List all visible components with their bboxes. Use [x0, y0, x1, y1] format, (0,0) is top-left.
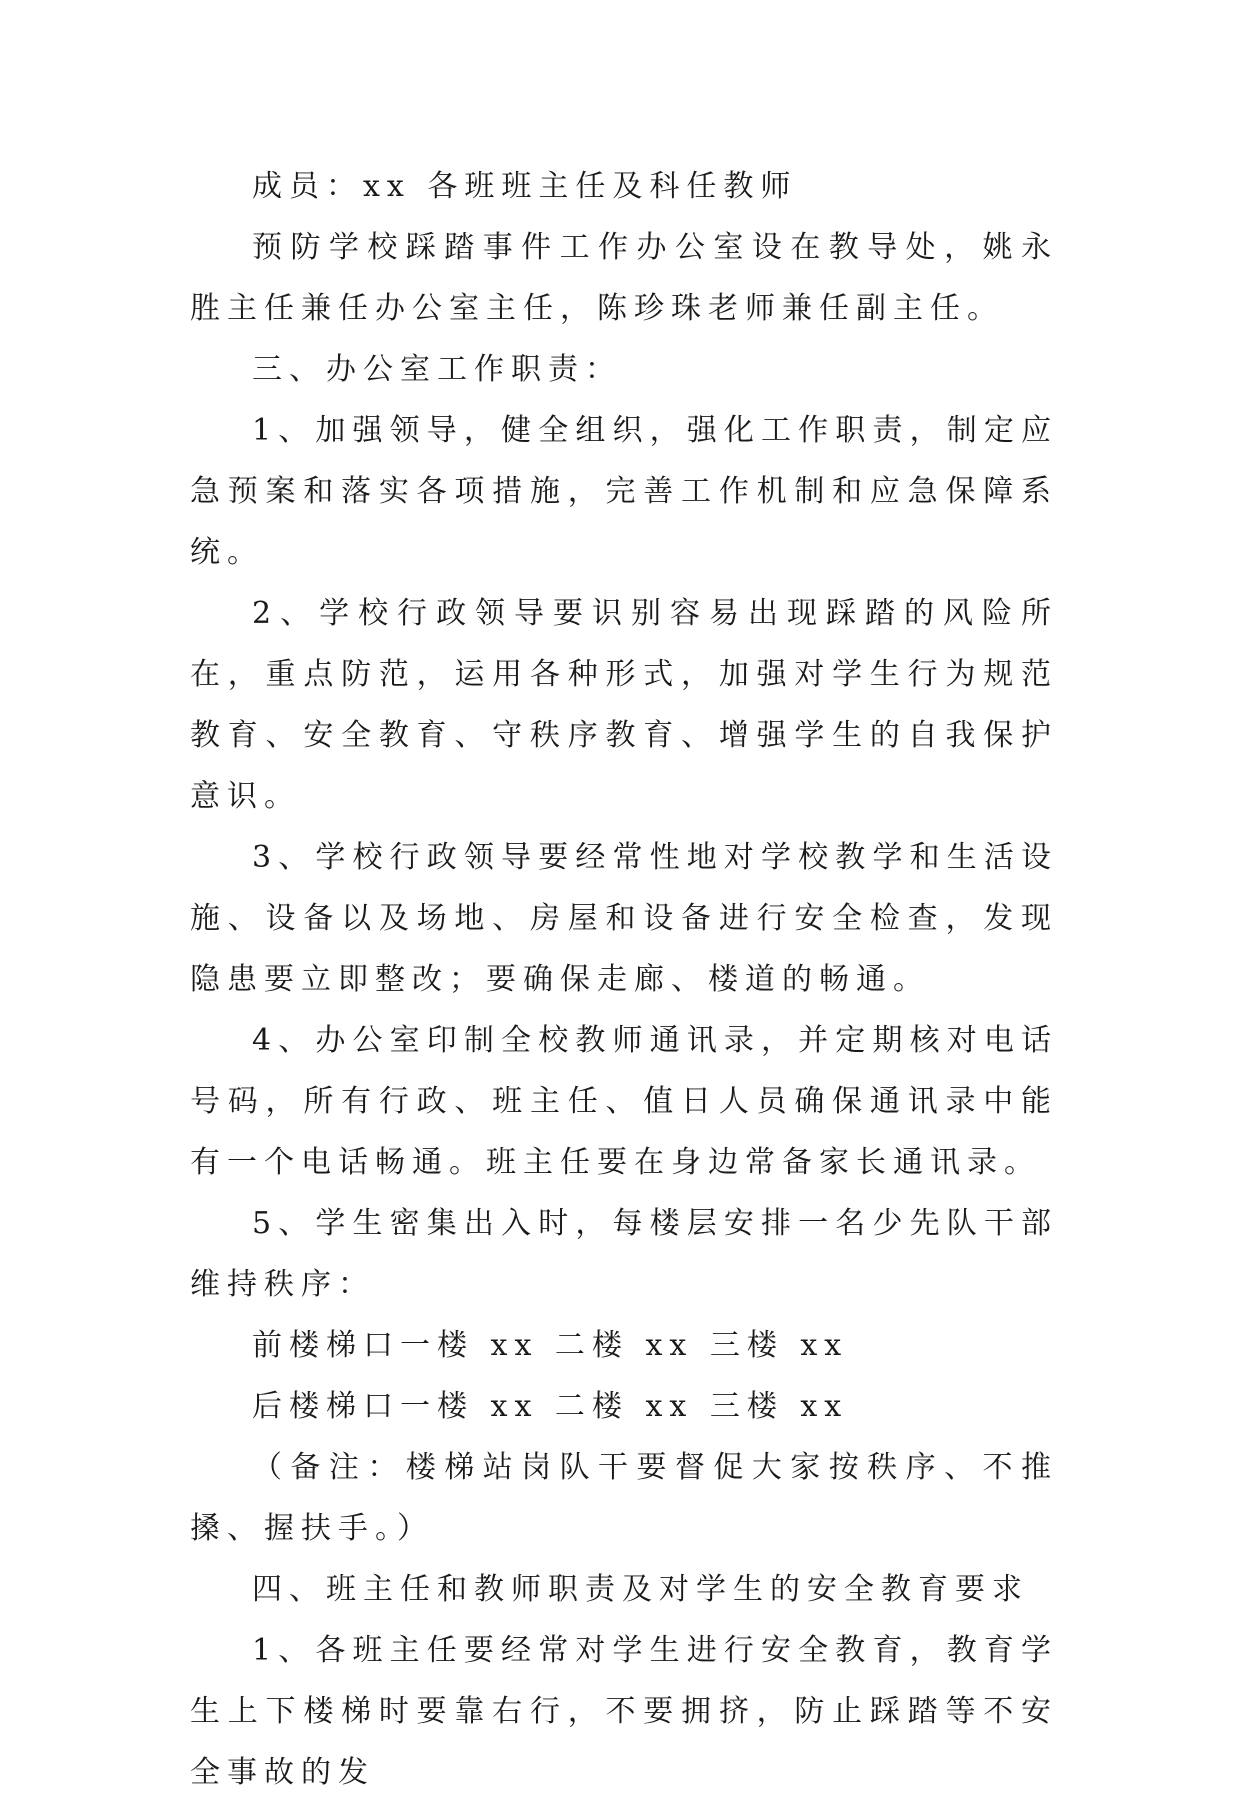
paragraph-back-stairs: 后楼梯口一楼 xx 二楼 xx 三楼 xx — [252, 1389, 849, 1424]
paragraph-duty-2: 2、学校行政领导要识别容易出现踩踏的风险所在，重点防范，运用各种形式，加强对学生行为规范教育、安全教育、守秩序教育、增强学生的自我保护意识。 — [190, 596, 1058, 814]
paragraph-note: （备注：楼梯站岗队干要督促大家按秩序、不推搡、握扶手。） — [190, 1450, 1058, 1546]
paragraph-teacher-duty-1: 1、各班主任要经常对学生进行安全教育，教育学生上下楼梯时要靠右行，不要拥挤，防止踩踏等不安全事故的发 — [190, 1633, 1058, 1790]
paragraph-duty-1: 1、加强领导，健全组织，强化工作职责，制定应急预案和落实各项措施，完善工作机制和应急保障系统。 — [190, 413, 1058, 570]
paragraph-front-stairs: 前楼梯口一楼 xx 二楼 xx 三楼 xx — [252, 1328, 849, 1363]
paragraph-duty-3: 3、学校行政领导要经常性地对学校教学和生活设施、设备以及场地、房屋和设备进行安全检查，发现隐患要立即整改；要确保走廊、楼道的畅通。 — [190, 840, 1058, 997]
paragraph-duty-4: 4、办公室印制全校教师通讯录，并定期核对电话号码，所有行政、班主任、值日人员确保通讯录中能有一个电话畅通。班主任要在身边常备家长通讯录。 — [190, 1023, 1058, 1180]
document-page — [190, 156, 1058, 1803]
paragraph-duty-5: 5、学生密集出入时，每楼层安排一名少先队干部维持秩序： — [190, 1206, 1058, 1302]
paragraph-members: 成员：xx 各班班主任及科任教师 — [252, 169, 798, 204]
section-heading-office-duties: 三、办公室工作职责： — [252, 352, 622, 387]
section-heading-teacher-duties: 四、班主任和教师职责及对学生的安全教育要求 — [252, 1572, 1029, 1607]
paragraph-office-location: 预防学校踩踏事件工作办公室设在教导处，姚永胜主任兼任办公室主任，陈珍珠老师兼任副主任。 — [190, 230, 1058, 326]
